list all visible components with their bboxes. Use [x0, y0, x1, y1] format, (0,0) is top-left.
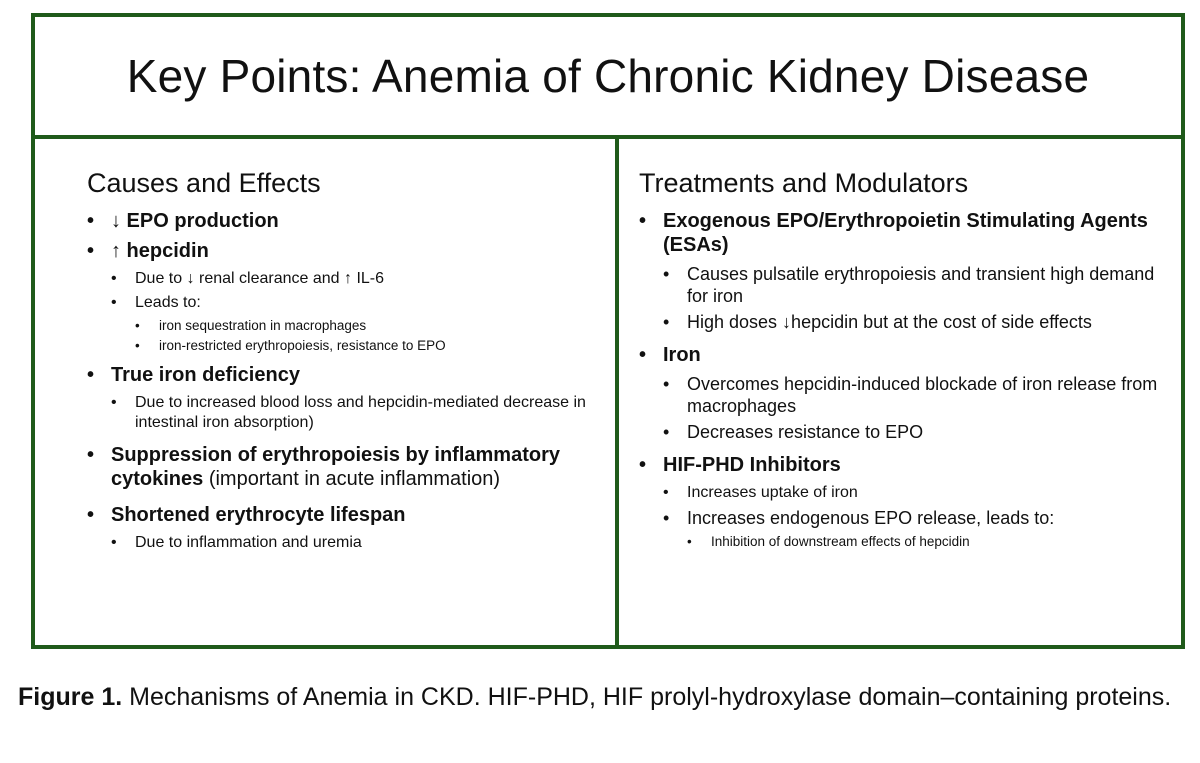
list-item: • ↓ EPO production — [87, 209, 605, 233]
list-subitem: • Increases endogenous EPO release, leads to: — [663, 507, 1161, 529]
list-item: • Shortened erythrocyte lifespan — [87, 503, 605, 527]
list-subsubitem: • iron-restricted erythropoiesis, resistance to EPO — [135, 337, 605, 355]
causes-list — [87, 209, 605, 553]
causes-column — [35, 137, 615, 645]
list-item-bold: Suppression of erythropoiesis by inflammatory cytokines — [111, 444, 560, 490]
list-item: • HIF-PHD Inhibitors — [639, 453, 1161, 477]
list-subitem: • High doses ↓hepcidin but at the cost of side effects — [663, 311, 1161, 333]
list-subitem: • Overcomes hepcidin-induced blockade of iron release from macrophages — [663, 373, 1161, 417]
list-subitem: • Causes pulsatile erythropoiesis and transient high demand for iron — [663, 263, 1161, 307]
title-bar — [35, 17, 1181, 139]
list-subitem: • Due to ↓ renal clearance and ↑ IL-6 — [111, 269, 605, 289]
list-subitem: • Decreases resistance to EPO — [663, 421, 1161, 443]
treatments-column — [619, 137, 1181, 645]
caption-label: Figure 1. — [18, 683, 123, 711]
list-subitem: • Leads to: — [111, 293, 605, 313]
list-subitem: • Due to inflammation and uremia — [111, 533, 605, 553]
list-subitem: • Increases uptake of iron — [663, 483, 1161, 503]
list-item: • ↑ hepcidin — [87, 239, 605, 263]
list-item: • True iron deficiency — [87, 363, 605, 387]
list-item: • Exogenous EPO/Erythropoietin Stimulating Agents (ESAs) — [639, 209, 1161, 257]
figure-box — [31, 13, 1185, 649]
causes-heading: Causes and Effects — [87, 168, 321, 198]
list-subitem: • Due to increased blood loss and hepcidin-mediated decrease in intestinal iron absorption) — [111, 393, 605, 433]
list-subsubitem: • iron sequestration in macrophages — [135, 317, 605, 335]
list-item: • Iron — [639, 343, 1161, 367]
list-item-note: (important in acute inflammation) — [203, 468, 501, 490]
treatments-heading: Treatments and Modulators — [639, 168, 969, 198]
caption-text: Mechanisms of Anemia in CKD. HIF-PHD, HIF prolyl-hydroxylase domain–containing proteins. — [122, 683, 1172, 711]
figure-caption — [18, 680, 1180, 714]
treatments-list — [639, 209, 1161, 551]
figure-title: Key Points: Anemia of Chronic Kidney Disease — [126, 50, 1090, 102]
list-subsubitem: • Inhibition of downstream effects of hepcidin — [687, 533, 1161, 551]
list-item — [87, 443, 605, 491]
